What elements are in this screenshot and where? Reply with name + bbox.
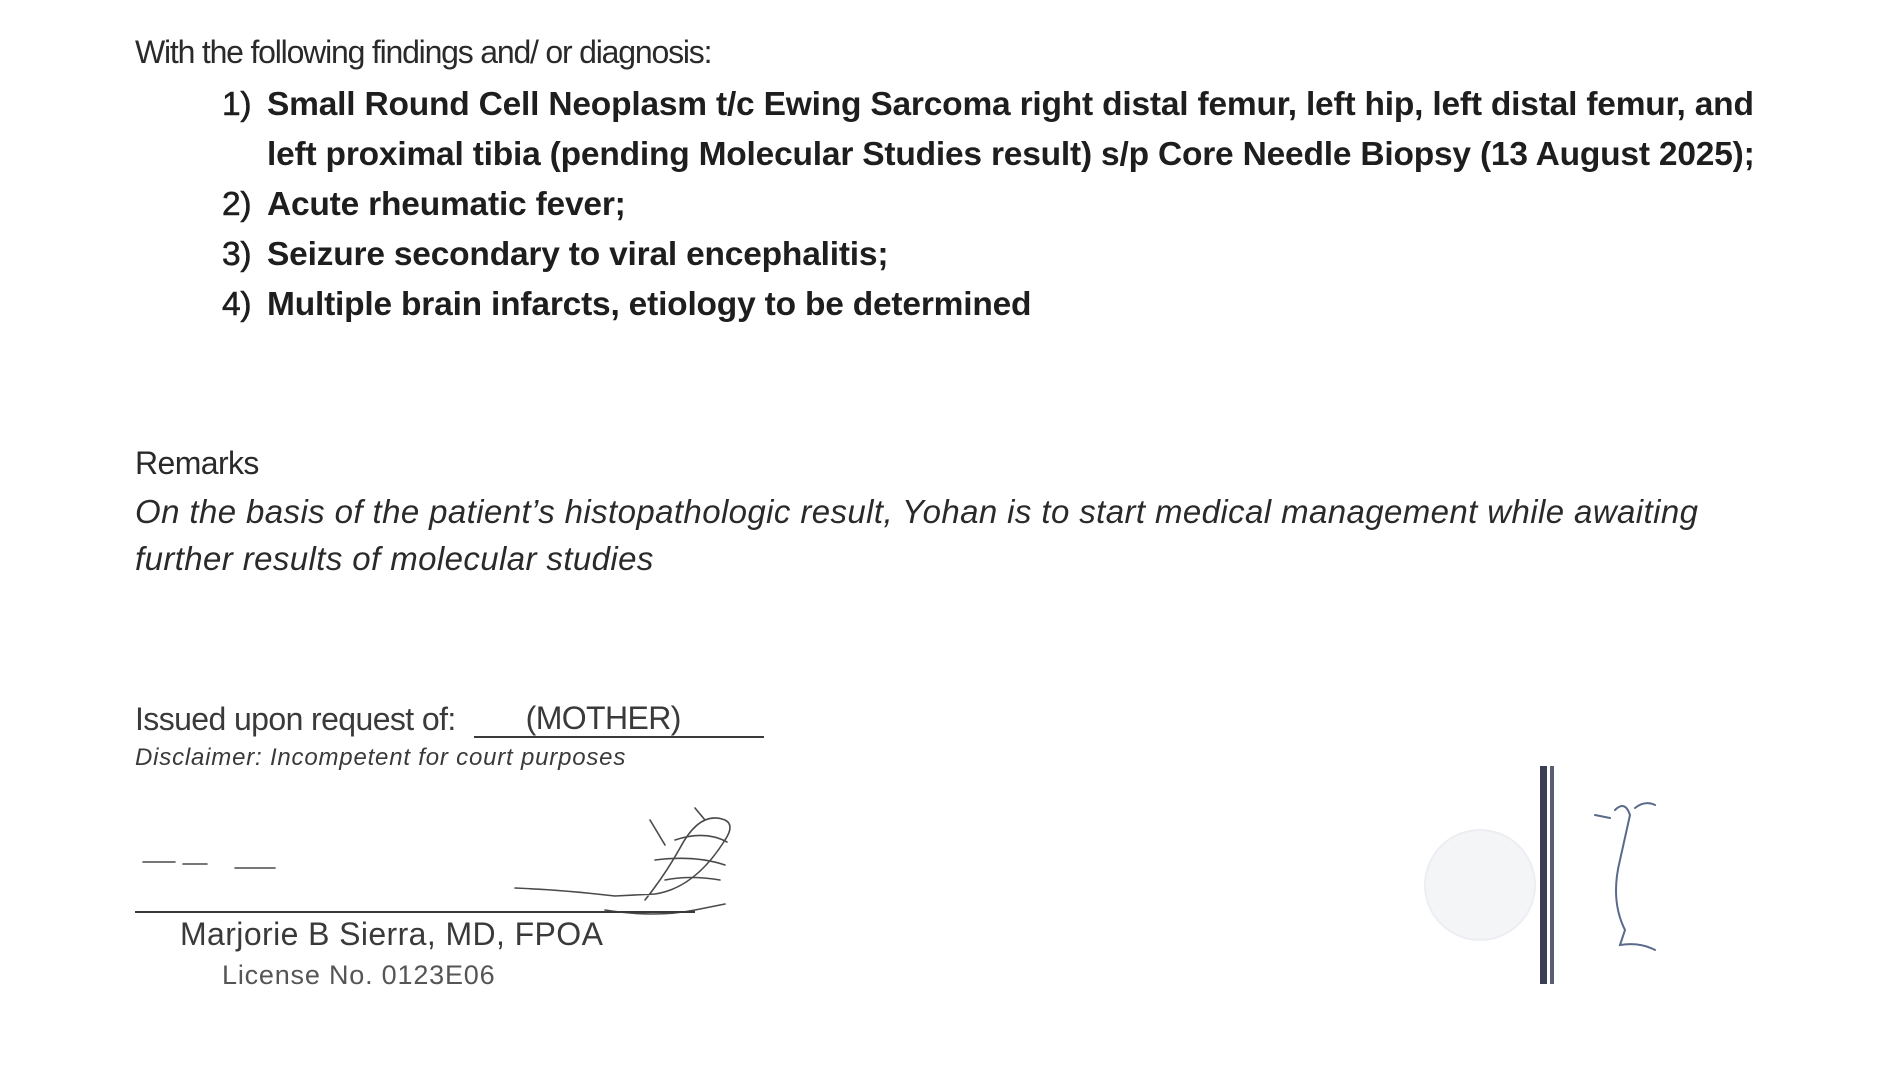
diagnosis-item (222, 280, 1782, 330)
diagnosis-number: 2) (222, 186, 252, 223)
diagnosis-number: 4) (222, 286, 252, 323)
signatory-name: Marjorie B Sierra, MD, FPOA (180, 916, 604, 952)
diagnosis-text: Small Round Cell Neoplasm t/c Ewing Sarcoma right distal femur, left hip, left distal femur, and left proximal tibia (pending Molecular Studies result) s/p Core Needle Biopsy (13 August 2025); (267, 86, 1755, 173)
findings-header: With the following findings and/ or diagnosis: (135, 34, 712, 70)
remarks-text: On the basis of the patient’s histopathologic result, Yohan is to start medical management while awaiting further results of molecular studies (135, 493, 1699, 577)
issued-upon-request (135, 700, 764, 738)
diagnosis-number: 3) (222, 236, 252, 273)
stamp-mark (1420, 760, 1720, 990)
diagnosis-text: Seizure secondary to viral encephalitis; (267, 236, 889, 273)
diagnosis-item (222, 80, 1782, 180)
diagnosis-item (222, 230, 1782, 280)
signature-line (135, 911, 695, 913)
diagnosis-text: Acute rheumatic fever; (267, 186, 626, 223)
diagnosis-item (222, 180, 1782, 230)
issued-label: Issued upon request of: (135, 701, 456, 737)
license-number: License No. 0123E06 (222, 960, 496, 990)
requester-value: (MOTHER) (474, 700, 764, 738)
disclaimer-text: Disclaimer: Incompetent for court purposes (135, 744, 627, 771)
diagnosis-number: 1) (222, 86, 252, 123)
diagnosis-text: Multiple brain infarcts, etiology to be determined (267, 286, 1032, 323)
remarks-label: Remarks (135, 445, 259, 481)
diagnosis-list (222, 80, 1782, 330)
